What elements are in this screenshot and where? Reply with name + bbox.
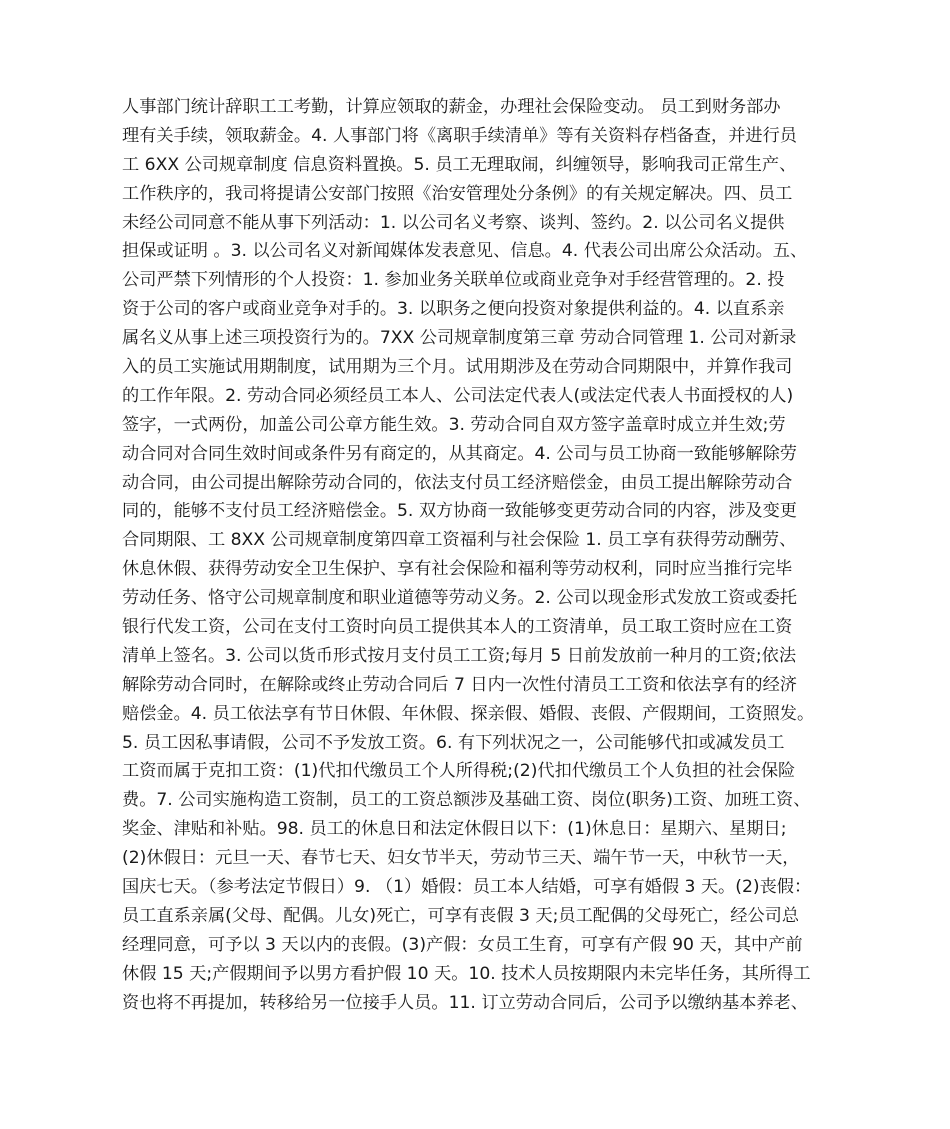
text-line: 签字，一式两份，加盖公司公章方能生效。3. 劳动合同自双方签字盖章时成立并生效;劳 bbox=[122, 414, 786, 435]
text-line: (2)休假日：元旦一天、春节七天、妇女节半天，劳动节三天、端午节一天，中秋节一天， bbox=[122, 848, 800, 869]
text-line: 员工直系亲属(父母、配偶。儿女)死亡，可享有丧假 3 天;员工配偶的父母死亡，经公司总 bbox=[122, 905, 800, 926]
text-line: 赔偿金。4. 员工依法享有节日休假、年休假、探亲假、婚假、丧假、产假期间，工资照发。 bbox=[122, 703, 815, 724]
text-line: 奖金、津贴和补贴。98. 员工的休息日和法定休假日以下：(1)休息日：星期六、星期日; bbox=[122, 819, 787, 840]
text-line: 工作秩序的，我司将提请公安部门按照《治安管理处分条例》的有关规定解决。四、员工 bbox=[122, 183, 793, 204]
text-line: 人事部门统计辞职工工考勤，计算应领取的薪金，办理社会保险变动。 员工到财务部办 bbox=[122, 97, 781, 117]
text-line: 资于公司的客户或商业竞争对手的。3. 以职务之便向投资对象提供利益的。4. 以直系亲 bbox=[122, 299, 785, 320]
text-line: 清单上签名。3. 公司以货币形式按月支付员工工资;每月 5 日前发放前一种月的工资;依法 bbox=[122, 645, 797, 666]
text-line: 公司严禁下列情形的个人投资：1. 参加业务关联单位或商业竞争对手经营管理的。2. 投 bbox=[122, 270, 785, 291]
body-text bbox=[122, 93, 842, 1018]
text-line: 劳动任务、恪守公司规章制度和职业道德等劳动义务。2. 公司以现金形式发放工资或委托 bbox=[122, 588, 797, 609]
text-line: 资也将不再提加，转移给另一位接手人员。11. 订立劳动合同后，公司予以缴纳基本养老、 bbox=[122, 992, 808, 1013]
text-line: 工 6XX 公司规章制度 信息资料置换。5. 员工无理取闹，纠缠领导，影响我司正常生产、 bbox=[122, 154, 797, 175]
text-line: 国庆七天。（参考法定节假日）9. （1）婚假：员工本人结婚，可享有婚假 3 天。(2)丧假： bbox=[122, 877, 812, 898]
text-line: 费。7. 公司实施构造工资制，员工的工资总额涉及基础工资、岗位(职务)工资、加班工资、 bbox=[122, 790, 811, 811]
text-line: 休假 15 天;产假期间予以男方看护假 10 天。10. 技术人员按期限内未完毕任务，其所得工 bbox=[122, 963, 811, 984]
text-line: 属名义从事上述三项投资行为的。7XX 公司规章制度第三章 劳动合同管理 1. 公司对新录 bbox=[122, 328, 797, 349]
text-line: 动合同，由公司提出解除劳动合同的，依法支付员工经济赔偿金，由员工提出解除劳动合 bbox=[122, 472, 793, 493]
text-line: 同的，能够不支付员工经济赔偿金。5. 双方协商一致能够变更劳动合同的内容，涉及变更 bbox=[122, 501, 797, 522]
text-line: 解除劳动合同时，在解除或终止劳动合同后 7 日内一次性付清员工工资和依法享有的经济 bbox=[122, 674, 797, 695]
text-line: 工资而属于克扣工资：(1)代扣代缴员工个人所得税;(2)代扣代缴员工个人负担的社会保险 bbox=[122, 761, 796, 782]
text-line: 入的员工实施试用期制度，试用期为三个月。试用期涉及在劳动合同期限中，并算作我司 bbox=[122, 357, 793, 378]
text-line: 的工作年限。2. 劳动合同必须经员工本人、公司法定代表人(或法定代表人书面授权的人) bbox=[122, 385, 794, 406]
text-line: 未经公司同意不能从事下列活动：1. 以公司名义考察、谈判、签约。2. 以公司名义提供 bbox=[122, 212, 785, 233]
text-line: 5. 员工因私事请假，公司不予发放工资。6. 有下列状况之一，公司能够代扣或减发员工 bbox=[122, 732, 785, 753]
text-line: 动合同对合同生效时间或条件另有商定的，从其商定。4. 公司与员工协商一致能够解除劳 bbox=[122, 443, 797, 464]
text-line: 银行代发工资，公司在支付工资时向员工提供其本人的工资清单，员工取工资时应在工资 bbox=[122, 617, 793, 638]
text-line: 合同期限、工 8XX 公司规章制度第四章工资福利与社会保险 1. 员工享有获得劳动酬劳、 bbox=[122, 530, 797, 551]
text-line: 休息休假、获得劳动安全卫生保护、享有社会保险和福利等劳动权利，同时应当推行完毕 bbox=[122, 559, 793, 580]
text-line: 经理同意，可予以 3 天以内的丧假。(3)产假：女员工生育，可享有产假 90 天，其中产前 bbox=[122, 934, 803, 955]
text-line: 担保或证明 。3. 以公司名义对新闻媒体发表意见、信息。4. 代表公司出席公众活动。五、 bbox=[122, 241, 808, 262]
text-line: 理有关手续，领取薪金。4. 人事部门将《离职手续清单》等有关资料存档备查，并进行员 bbox=[122, 125, 797, 146]
